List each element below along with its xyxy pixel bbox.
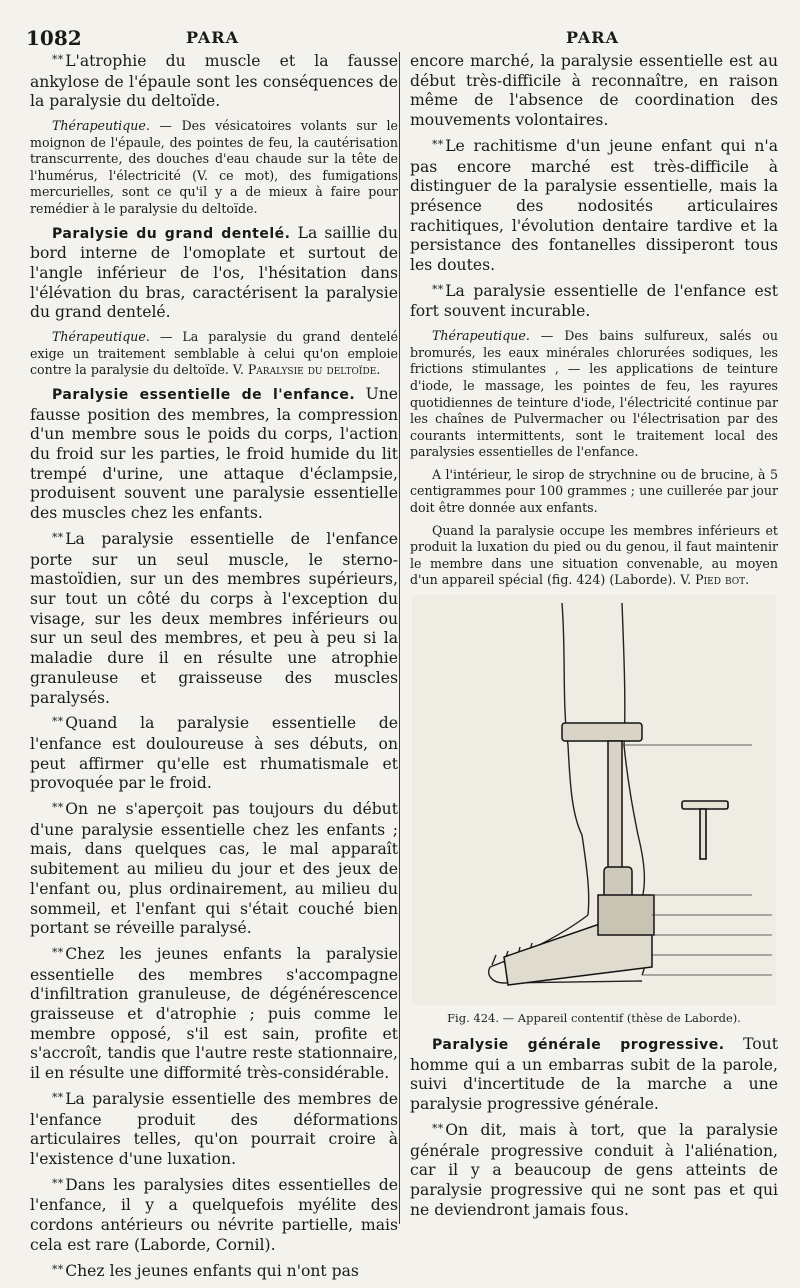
paragraph: Thérapeutique. — Des vésicatoires volants sur le moignon de l'épaule, des pointes de feu, la cautérisation transcurrente, des douches d'eau chaude sur la tête de l'humérus, l'électricité (V. ce mot), des fumigations mercurielles, sont ce qu'il y a de mieux à faire pour remédier à le paralysie du deltoïde. <box>30 118 398 217</box>
figure-424 <box>412 595 776 1027</box>
paragraph: * * Chez les jeunes enfants qui n'ont pas <box>52 1261 359 1280</box>
entry-heading: Paralysie du grand dentelé. <box>52 225 291 242</box>
section-label: Thérapeutique. <box>52 329 150 345</box>
section-label: Thérapeutique. <box>52 118 150 134</box>
cross-reference: Paralysie du deltoïde. <box>247 362 381 378</box>
paragraph: Quand la paralysie occupe les membres inférieurs et produit la luxation du pied ou du genou, il faut maintenir le membre dans une situation convenable, au moyen d'un appareil spécial (fig. 424) (Laborde). V. Pied bot. <box>410 522 778 588</box>
paragraph: A l'intérieur, le sirop de strychnine ou de brucine, à 5 centigrammes pour 100 grammes ; une cuillerée par jour doit être donnée aux enfants. <box>410 466 778 516</box>
asterism: * * <box>52 53 63 66</box>
running-title-left: PARA <box>186 28 239 47</box>
paragraph: * * Quand la paralysie essentielle de l'enfance est douloureuse à ses débuts, on peut affirmer qu'elle est rhumatismale et provoquée par le froid. <box>30 714 398 793</box>
paragraph: Thérapeutique. — Des bains sulfureux, salés ou bromurés, les eaux minérales chlorurées sodiques, les frictions stimulantes , — les applications de teinture d'iode, le massage, les pointes de feu, les rayures quotidiennes de teinture d'iode, l'électricité continue par les chaînes de Pulvermacher ou l'électrisation par des courants intermittents, sont le traitement local des paralysies essentielles de l'enfance. <box>410 328 778 460</box>
running-head <box>0 26 800 52</box>
column-rule <box>399 52 400 1224</box>
paragraph: * * Chez les jeunes enfants la paralysie essentielle des membres s'accompagne d'infiltration granuleuse, de dégénérescence graisseuse et d'atrophie ; puis comme le membre opposé, s'il est sain, profite et s'accroît, tandis que l'autre reste stationnaire, il en résulte une difformité très-considérable. <box>30 944 398 1083</box>
paragraph: Paralysie générale progressive. Tout homme qui a un embarras subit de la parole, suivi d'incertitude de la marche a une paralysie progressive générale. <box>410 1035 778 1114</box>
paragraph: * * La paralysie essentielle de l'enfance porte sur un seul muscle, le sterno-mastoïdien, sur un des membres supérieurs, sur tout un côté du corps à l'exception du visage, sur les deux membres inférieurs ou sur un seul des membres, et peu à peu si la maladie dure il en résulte une atrophie granuleuse et graisseuse des muscles paralysés. <box>30 529 398 707</box>
entry-heading: Paralysie générale progressive. <box>432 1037 725 1054</box>
paragraph: * * Le rachitisme d'un jeune enfant qui n'a pas encore marché est très-difficile à distinguer de la paralysie essentielle, mais la présence des nodosités articulaires rachitiques, l'évolution dentaire tardive et la persistance des fontanelles dissiperont tous les doutes. <box>410 136 778 275</box>
paragraph: Paralysie essentielle de l'enfance. Une fausse position des membres, la compression d'un membre sous le poids du corps, l'action du froid sur les parties, le froid humide du lit trempé d'urine, une attaque d'éclampsie, produisent souvent une paralysie essentielle des muscles chez les enfants. <box>30 384 398 523</box>
paragraph: Paralysie du grand dentelé. La saillie du bord interne de l'omoplate et surtout de l'angle inférieur de l'os, l'hésitation dans l'élévation du bras, caractérisent la paralysie du grand dentelé. <box>30 223 398 322</box>
paragraph: * * La paralysie essentielle des membres de l'enfance produit des déformations articulaires telles, qu'on pourrait croire à l'existence d'une luxation. <box>30 1089 398 1168</box>
asterism: * * <box>52 1090 63 1104</box>
paragraph: * * On ne s'aperçoit pas toujours du début d'une paralysie essentielle chez les enfants ; mais, dans quelques cas, le mal apparaît subitement au milieu du jour et des jeux de l'enfant ou, plus ordinairement, au milieu du sommeil, et l'enfant qui s'était couché bien portant se réveille paralysé. <box>30 800 398 938</box>
asterism: * * <box>52 530 63 544</box>
asterism: * * <box>52 945 63 959</box>
asterism: * * <box>52 715 63 729</box>
asterism: * * <box>52 801 63 815</box>
asterism: * * <box>432 1121 443 1135</box>
figure-caption: Fig. 424. — Appareil contentif (thèse de Laborde). <box>447 1011 741 1026</box>
paragraph: * * On dit, mais à tort, que la paralysie générale progressive conduit à l'aliénation, car il y a beaucoup de gens atteints de paralysie progressive qui ne sont pas et qui ne deviendront jamais fous. <box>410 1120 778 1219</box>
paragraph: * * L'atrophie du muscle et la fausse ankylose de l'épaule sont les conséquences de la paralysie du deltoïde. <box>30 52 398 111</box>
paragraph: * * La paralysie essentielle de l'enfance est fort souvent incurable. <box>410 281 778 321</box>
cross-reference: Pied bot. <box>695 572 750 588</box>
asterism: * * <box>52 1262 63 1276</box>
paragraph: Thérapeutique. — La paralysie du grand dentelé exige un traitement semblable à celui qu'on emploie contre la paralysie du deltoïde. V. Paralysie du deltoïde. <box>30 329 398 378</box>
paragraph: encore marché, la paralysie essentielle est au début très-difficile à reconnaître, en raison même de l'absence de coordination des mouvements volontaires. <box>410 52 778 130</box>
paragraph: * * Dans les paralysies dites essentielles de l'enfance, il y a quelquefois myélite des cordons antérieurs ou névrite partielle, mais cela est rare (Laborde, Cornil). <box>30 1175 398 1254</box>
asterism: * * <box>432 137 443 151</box>
right-column <box>410 52 778 1226</box>
running-title-right: PARA <box>566 28 619 47</box>
section-label: Thérapeutique. <box>432 328 530 344</box>
page-number: 1082 <box>26 26 82 50</box>
entry-heading: Paralysie essentielle de l'enfance. <box>52 386 356 403</box>
leg-brace-illustration <box>412 595 776 1005</box>
left-column <box>30 52 398 1288</box>
asterism: * * <box>432 282 443 296</box>
asterism: * * <box>52 1176 63 1190</box>
